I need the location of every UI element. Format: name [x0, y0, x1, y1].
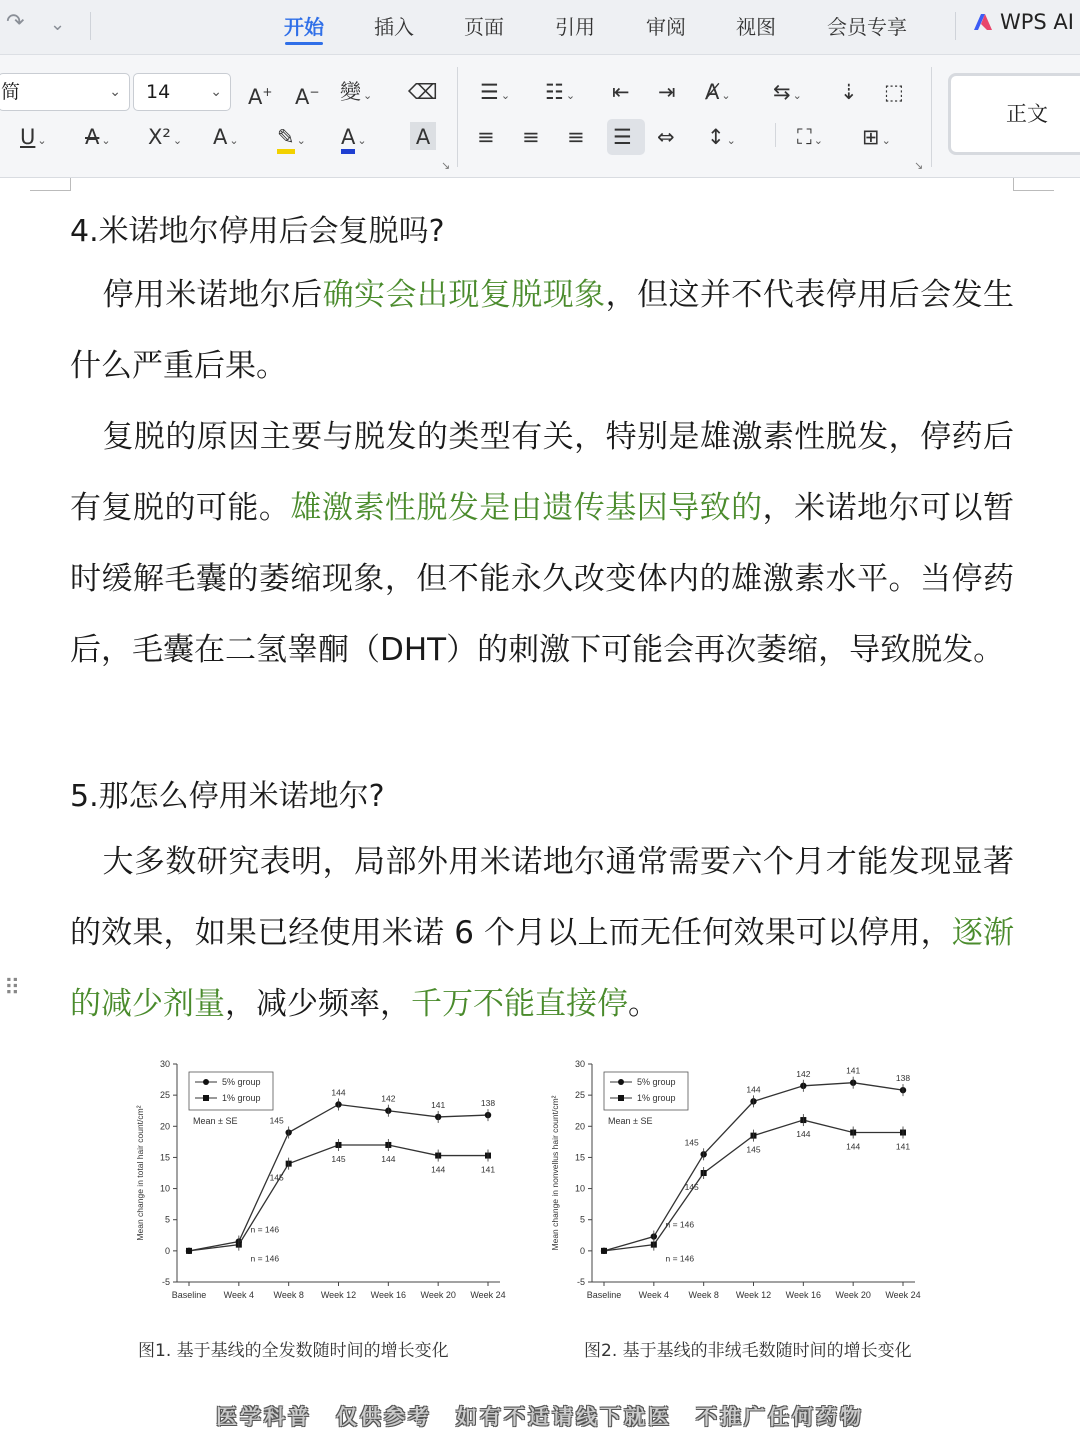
divider — [90, 12, 91, 40]
sort-icon[interactable]: ⇣ — [840, 80, 858, 104]
y-tick-label: 20 — [574, 1121, 585, 1132]
data-label: 144 — [381, 1153, 396, 1164]
y-tick-label: 10 — [574, 1183, 585, 1194]
data-label: 144 — [746, 1084, 761, 1095]
text-run: ，米诺地尔可以暂时缓解毛囊的萎缩现象，但不能永久改变体内的雄激素水平。当停药后，毛囊在二氢睾酮（DHT）的刺激下可能会再次萎缩，导致脱发。 — [70, 490, 1015, 668]
legend-label: 1% group — [637, 1093, 676, 1103]
font-color-icon[interactable]: A ⌄ — [341, 122, 367, 156]
align-center-icon[interactable]: ≡ — [522, 125, 540, 149]
x-tick-label: Week 24 — [470, 1290, 506, 1300]
x-tick-label: Week 4 — [223, 1290, 255, 1300]
increase-indent-icon[interactable]: ⇥ — [658, 80, 676, 104]
data-label: 145 — [684, 1182, 699, 1192]
legend-marker — [203, 1079, 209, 1085]
legend-marker — [203, 1095, 209, 1101]
watermark-footer: 医学科普 仅供参考 如有不适请线下就医 不推广任何药物 — [216, 1405, 864, 1429]
y-tick-label: 5 — [579, 1214, 585, 1225]
data-label: 138 — [895, 1073, 911, 1084]
data-label: 145 — [331, 1153, 346, 1164]
legend-marker — [618, 1079, 624, 1085]
text-run: 。 — [628, 986, 659, 1022]
y-tick-label: -5 — [161, 1277, 170, 1287]
shading-icon[interactable]: ⛶ ⌄ — [797, 125, 823, 149]
data-label: 138 — [480, 1098, 496, 1109]
data-label: 142 — [381, 1093, 396, 1104]
distribute-icon[interactable]: ⇔ — [657, 125, 675, 149]
font-size-value: 14 — [146, 81, 171, 103]
highlight-text: 确实会出现复脱现象 — [322, 277, 606, 313]
figure-caption-2: 图2. 基于基线的非绒毛数随时间的增长变化 — [584, 1341, 912, 1361]
data-label: n = 146 — [665, 1219, 695, 1230]
legend-label: 1% group — [222, 1093, 261, 1103]
text-run: 停用米诺地尔后 — [102, 277, 323, 313]
data-label: 145 — [269, 1115, 284, 1126]
char-shading-icon[interactable]: A — [410, 122, 436, 150]
wps-ai-label: WPS AI — [1000, 10, 1074, 34]
font-name-value: 简 — [1, 81, 21, 103]
tab-view[interactable]: 视图 — [736, 15, 776, 39]
x-tick-label: Week 16 — [370, 1290, 407, 1300]
data-label: 144 — [846, 1141, 861, 1152]
data-label: n = 146 — [250, 1253, 280, 1264]
chart-total-hair — [125, 1044, 545, 1324]
y-tick-label: 5 — [164, 1214, 170, 1225]
chevron-down-icon[interactable]: ⌄ — [50, 14, 66, 35]
underline-icon[interactable]: U ⌄ — [20, 125, 47, 149]
border-icon[interactable]: ⊞ ⌄ — [862, 125, 891, 149]
x-tick-label: Week 8 — [688, 1290, 719, 1300]
y-tick-label: 0 — [164, 1245, 170, 1256]
paragraph-2 — [70, 402, 1014, 686]
data-label: 144 — [796, 1129, 811, 1140]
tab-page[interactable]: 页面 — [464, 15, 504, 39]
tab-review[interactable]: 审阅 — [646, 15, 686, 39]
text-run: ，但这并不代表停用后会发生什么严重后果。 — [70, 277, 1015, 384]
x-tick-label: Baseline — [586, 1290, 622, 1300]
chart-nonvellus-hair — [540, 1044, 960, 1324]
data-label: 145 — [269, 1172, 284, 1183]
legend-note: Mean ± SE — [608, 1116, 653, 1126]
style-normal-label: 正文 — [1006, 102, 1048, 126]
y-tick-label: 25 — [159, 1090, 170, 1101]
x-tick-label: Week 20 — [835, 1290, 871, 1300]
data-label: 141 — [895, 1141, 911, 1152]
x-tick-label: Baseline — [171, 1290, 207, 1300]
wps-ai-button[interactable] — [972, 10, 1074, 34]
style-normal[interactable] — [948, 73, 1080, 155]
align-left-icon[interactable]: ≡ — [477, 125, 495, 149]
font-dialog-launcher-icon[interactable]: ↘ — [441, 159, 451, 172]
legend-label: 5% group — [222, 1077, 261, 1087]
text-effect-icon[interactable]: A ⌄ — [213, 125, 239, 149]
highlight-text: 雄激素性脱发是由遗传基因导致的 — [290, 490, 763, 526]
data-label: 141 — [846, 1065, 861, 1076]
y-tick-label: 10 — [159, 1183, 170, 1194]
figure-caption-1: 图1. 基于基线的全发数随时间的增长变化 — [138, 1341, 449, 1361]
decrease-font-icon[interactable]: A− — [295, 85, 320, 109]
drag-handle-icon[interactable]: ⠿ — [4, 976, 19, 1001]
ribbon-toolbar — [0, 55, 1080, 178]
justify-icon[interactable]: ☰ — [613, 125, 632, 149]
tab-member[interactable]: 会员专享 — [827, 15, 907, 39]
highlight-text: 千万不能直接停 — [411, 986, 628, 1022]
chevron-down-icon: ⌄ — [109, 84, 121, 100]
data-label: 145 — [684, 1137, 699, 1148]
x-tick-label: Week 8 — [273, 1290, 304, 1300]
data-point — [601, 1248, 607, 1254]
data-label: n = 146 — [250, 1224, 280, 1235]
legend-marker — [618, 1095, 624, 1101]
divider — [775, 123, 776, 147]
y-tick-label: 20 — [159, 1121, 170, 1132]
data-point — [186, 1248, 192, 1254]
text-direction-icon[interactable]: Ⱥ ⌄ — [705, 80, 731, 104]
y-tick-label: 0 — [579, 1245, 585, 1256]
data-label: n = 146 — [665, 1253, 695, 1264]
x-tick-label: Week 24 — [885, 1290, 921, 1300]
tab-insert[interactable]: 插入 — [374, 15, 414, 39]
align-right-icon[interactable]: ≡ — [567, 125, 585, 149]
text-run: 复脱的原因主要与脱发的类型有关，特别是雄激素性脱发，停药后有复脱的可能。 — [70, 419, 1014, 526]
y-tick-label: -5 — [576, 1277, 585, 1287]
paragraph-1 — [70, 260, 1014, 402]
divider — [955, 12, 956, 40]
x-tick-label: Week 16 — [785, 1290, 822, 1300]
x-tick-label: Week 12 — [320, 1290, 357, 1300]
x-tick-label: Week 4 — [638, 1290, 670, 1300]
x-tick-label: Week 12 — [735, 1290, 772, 1300]
y-tick-label: 15 — [159, 1152, 170, 1163]
text-run: ，减少频率， — [225, 986, 411, 1022]
data-label: 145 — [746, 1144, 761, 1155]
y-tick-label: 15 — [574, 1152, 585, 1163]
font-name-select[interactable] — [0, 73, 130, 111]
show-marks-icon[interactable]: ⬚ — [884, 80, 904, 104]
section-heading-4: 4.米诺地尔停用后会复脱吗? — [70, 214, 445, 249]
divider — [457, 67, 458, 167]
y-axis-label: Mean change in nonvellus hair count/cm² — [550, 1095, 560, 1251]
series-line — [189, 1104, 488, 1250]
data-label: 142 — [796, 1068, 811, 1079]
y-axis-label: Mean change in total hair count/cm² — [135, 1105, 145, 1241]
y-tick-label: 25 — [574, 1090, 585, 1101]
increase-font-icon[interactable]: A+ — [248, 85, 273, 109]
data-label: 141 — [431, 1099, 446, 1110]
chevron-down-icon: ⌄ — [210, 84, 222, 100]
bullet-list-icon[interactable]: ☰ ⌄ — [480, 80, 511, 104]
redo-icon[interactable]: ↷ — [6, 10, 25, 35]
tab-home[interactable]: 开始 — [284, 15, 324, 39]
page-corner-mark — [30, 178, 71, 191]
y-tick-label: 30 — [574, 1059, 585, 1069]
numbered-list-icon[interactable]: ☷ ⌄ — [545, 80, 576, 104]
data-label: 144 — [331, 1087, 346, 1098]
tab-references[interactable]: 引用 — [555, 15, 595, 39]
highlight-icon[interactable]: ✎ ⌄ — [277, 122, 306, 156]
active-tab-indicator — [285, 42, 323, 45]
page-corner-mark — [1013, 178, 1054, 191]
data-label: 141 — [480, 1164, 496, 1175]
x-tick-label: Week 20 — [420, 1290, 456, 1300]
sort-direction-icon[interactable]: ⇆ ⌄ — [773, 80, 802, 104]
legend-note: Mean ± SE — [193, 1116, 238, 1126]
decrease-indent-icon[interactable]: ⇤ — [612, 80, 630, 104]
legend-label: 5% group — [637, 1077, 676, 1087]
data-label: 144 — [431, 1164, 446, 1175]
divider — [931, 67, 932, 167]
superscript-icon[interactable]: X² ⌄ — [148, 125, 183, 149]
strikethrough-icon[interactable]: A ⌄ — [85, 125, 111, 149]
font-size-select[interactable] — [133, 73, 231, 111]
highlight-text: 逐渐的减少剂量 — [70, 915, 1014, 1022]
paragraph-dialog-launcher-icon[interactable]: ↘ — [914, 159, 924, 172]
section-heading-5: 5.那怎么停用米诺地尔? — [70, 779, 385, 814]
line-spacing-icon[interactable]: ↕ ⌄ — [707, 125, 736, 149]
phonetic-guide-icon[interactable]: 變 ⌄ — [340, 80, 373, 104]
wps-ai-logo-icon — [972, 12, 994, 32]
y-tick-label: 30 — [159, 1059, 170, 1069]
text-run: 大多数研究表明，局部外用米诺地尔通常需要六个月才能发现显著的效果，如果已经使用米诺 6 个月以上而无任何效果可以停用， — [70, 844, 1014, 951]
paragraph-3 — [70, 827, 1014, 1040]
menu-bar — [0, 0, 1080, 55]
clear-format-icon[interactable]: ⌫ — [408, 80, 438, 104]
